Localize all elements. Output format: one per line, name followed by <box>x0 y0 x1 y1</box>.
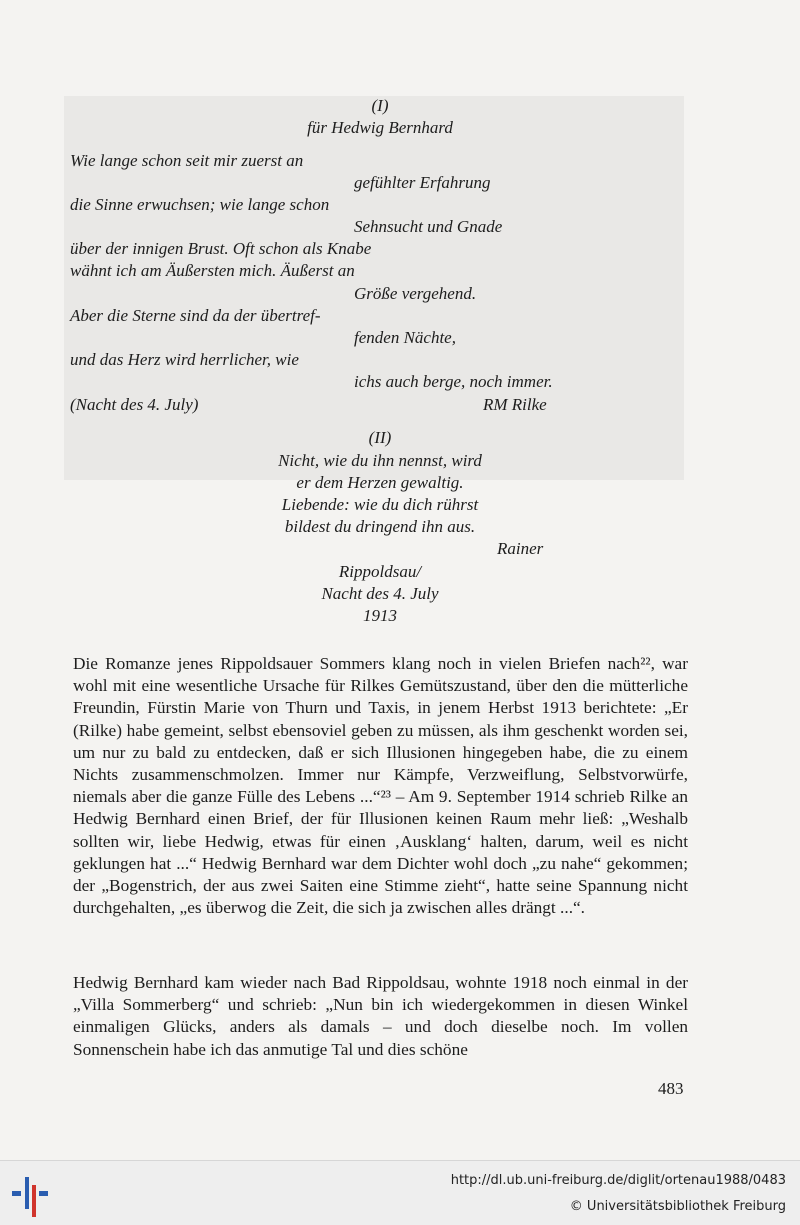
poem-two-number: (II) <box>368 428 392 447</box>
poem-line: wähnt ich am Äußersten mich. Äußerst an <box>70 261 355 280</box>
poem-line: und das Herz wird herrlicher, wie <box>70 350 299 369</box>
body-paragraph <box>73 972 688 1061</box>
poem-one-date: (Nacht des 4. July) <box>70 395 199 414</box>
poem-line: Sehnsucht und Gnade <box>354 217 503 236</box>
poem-line: Größe vergehend. <box>354 284 477 303</box>
poem-two-date: Nacht des 4. July <box>321 584 439 603</box>
poem-two-signature: Rainer <box>497 539 544 558</box>
poem-line: die Sinne erwuchsen; wie lange schon <box>70 195 330 214</box>
poem-line: über der innigen Brust. Oft schon als Knabe <box>70 239 372 258</box>
poem-line: gefühlter Erfahrung <box>354 173 491 192</box>
poem-two-year: 1913 <box>363 606 397 625</box>
poem-one-number: (I) <box>371 96 389 115</box>
poem-one-dedication: für Hedwig Bernhard <box>307 118 453 137</box>
poem-line: fenden Nächte, <box>354 328 456 347</box>
poem-line: Aber die Sterne sind da der übertref- <box>70 306 321 325</box>
poem-one-signature: RM Rilke <box>483 395 547 414</box>
page-url-link[interactable]: http://dl.ub.uni-freiburg.de/diglit/ortenau1988/0483 <box>450 1173 786 1188</box>
poem-line: ichs auch berge, noch immer. <box>354 372 553 391</box>
paragraph-text: Die Romanze jenes Rippoldsauer Sommers klang noch in vielen Briefen nach²², war wohl mit eine wesentliche Ursache für Rilkes Gemütszustand, über den die mütterliche Freundin, Fürstin Marie von Thurn und Taxis, in jenem Herbst 1913 berichtete: „Er (Rilke) habe gemeint, selbst ebensoviel geben zu müssen, als ihm geschenkt worden sei, um nur zu bald zu entdecken, daß er sich Illusionen hingegeben habe, die zu einem Nichts zusammenschmolzen. Immer nur Kämpfe, Verzweiflung, Selbstvorwürfe, niemals aber die ganze Fülle des Lebens ...“²³ – Am 9. September 1914 schrieb Rilke an Hedwig Bernhard einen Brief, der für Illusionen keinen Raum mehr ließ: „Weshalb sollten wir, liebe Hedwig, etwas für einen ‚Ausklang‘ halten, darum, weil es nicht geklungen hat ...“ Hedwig Bernhard war dem Dichter wohl doch „zu nahe“ gekommen; der „Bogenstrich, der aus zwei Saiten eine Stimme zieht“, hatte seine Spannung nicht durchgehalten, „es überwog die Zeit, die sich ja zwischen alles drängt ...“. <box>73 654 688 918</box>
paragraph-text: Hedwig Bernhard kam wieder nach Bad Rippoldsau, wohnte 1918 noch einmal in der „Villa Sommerberg“ und schrieb: „Nun bin ich wiedergekommen in diesen Winkel einmaligen Glücks, anders als damals – und doch dieselbe noch. Im vollen Sonnenschein habe ich das anmutige Tal und dies schöne <box>73 973 688 1059</box>
poem-line: Nicht, wie du ihn nennst, wird <box>278 451 482 470</box>
ub-freiburg-logo-icon[interactable] <box>10 1169 50 1217</box>
body-paragraph <box>73 653 688 919</box>
poem-line: Liebende: wie du dich rührst <box>281 495 479 514</box>
poem-line: er dem Herzen gewaltig. <box>296 473 464 492</box>
poem-line: Wie lange schon seit mir zuerst an <box>70 151 304 170</box>
poem-two-place: Rippoldsau/ <box>338 562 422 581</box>
viewer-footer <box>0 1160 800 1225</box>
copyright-text: © Universitätsbibliothek Freiburg <box>569 1199 786 1214</box>
poem-line: bildest du dringend ihn aus. <box>284 517 476 536</box>
page-number: 483 <box>658 1079 684 1098</box>
